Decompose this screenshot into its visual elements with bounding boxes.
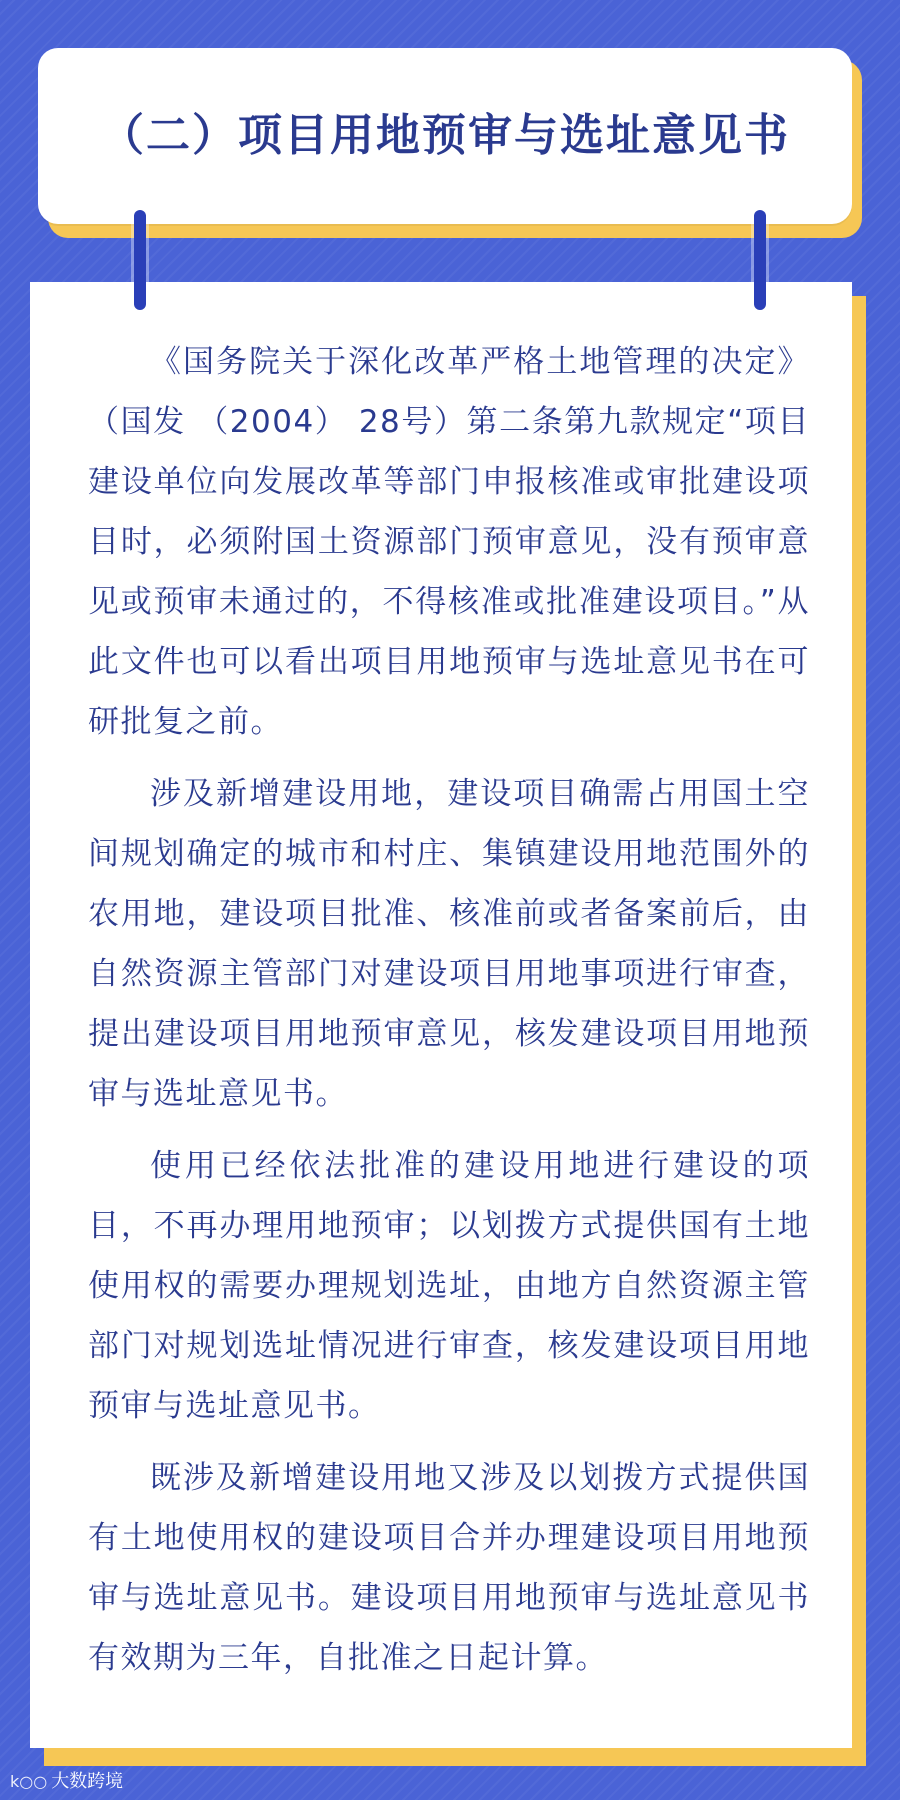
brand-logo-icon: k○○ xyxy=(10,1772,48,1791)
content-panel xyxy=(30,282,852,1748)
header-card xyxy=(38,48,852,224)
footer-brand xyxy=(10,1770,123,1794)
left-connector-pin xyxy=(134,210,146,310)
brand-name: 大数跨境 xyxy=(51,1771,124,1792)
paragraph-4: 既涉及新增建设用地又涉及以划拨方式提供国有土地使用权的建设项目合并办理建设项目用地预审与选址意见书。建设项目用地预审与选址意见书有效期为三年，自批准之日起计算。 xyxy=(88,1460,810,1676)
paragraph-1: 《国务院关于深化改革严格土地管理的决定》（国发 （2004） 28号）第二条第九款规定“项目建设单位向发展改革等部门申报核准或审批建设项目时，必须附国土资源部门预审意见，没有预审意见或预审未通过的，不得核准或批准建设项目。”从此文件也可以看出项目用地预审与选址意见书在可研批复之前。 xyxy=(88,344,810,740)
paragraph-2: 涉及新增建设用地，建设项目确需占用国土空间规划确定的城市和村庄、集镇建设用地范围外的农用地，建设项目批准、核准前或者备案前后，由自然资源主管部门对建设项目用地事项进行审查，提出建设项目用地预审意见，核发建设项目用地预审与选址意见书。 xyxy=(88,776,810,1112)
paragraph-3: 使用已经依法批准的建设用地进行建设的项目，不再办理用地预审；以划拨方式提供国有土地使用权的需要办理规划选址，由地方自然资源主管部门对规划选址情况进行审查，核发建设项目用地预审与选址意见书。 xyxy=(88,1148,810,1424)
page-title: （二）项目用地预审与选址意见书 xyxy=(100,110,790,161)
right-connector-pin xyxy=(754,210,766,310)
